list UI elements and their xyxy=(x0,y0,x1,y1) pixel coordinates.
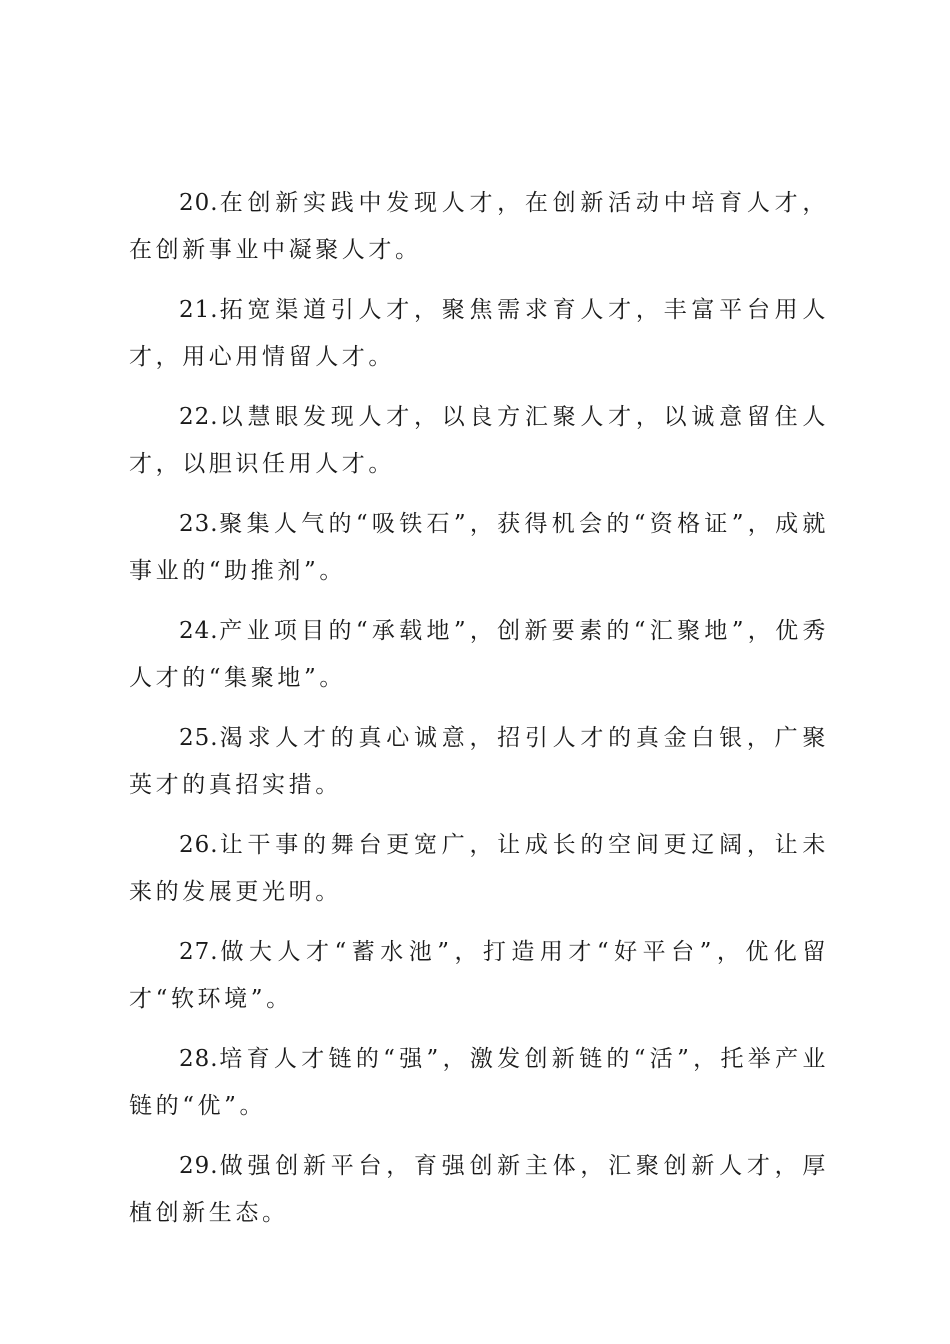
item-text: 以慧眼发现人才，以良方汇聚人才，以诚意留住人才，以胆识任用人才。 xyxy=(129,404,829,477)
list-item-25 xyxy=(129,715,829,809)
item-text: 做大人才“蓄水池”，打造用才“好平台”，优化留才“软环境”。 xyxy=(129,939,829,1012)
list-item-22 xyxy=(129,394,829,488)
item-number: 25. xyxy=(179,725,219,751)
item-number: 23. xyxy=(179,511,219,537)
item-number: 29. xyxy=(179,1153,219,1179)
document-body xyxy=(129,180,829,1250)
list-item-28 xyxy=(129,1036,829,1130)
list-item-29 xyxy=(129,1143,829,1237)
item-number: 26. xyxy=(179,832,219,858)
item-text: 产业项目的“承载地”，创新要素的“汇聚地”，优秀人才的“集聚地”。 xyxy=(129,618,829,691)
item-text: 做强创新平台，育强创新主体，汇聚创新人才，厚植创新生态。 xyxy=(129,1153,829,1226)
list-item-20 xyxy=(129,180,829,274)
item-text: 拓宽渠道引人才，聚焦需求育人才，丰富平台用人才，用心用情留人才。 xyxy=(129,297,829,370)
list-item-24 xyxy=(129,608,829,702)
list-item-21 xyxy=(129,287,829,381)
list-item-26 xyxy=(129,822,829,916)
item-text: 让干事的舞台更宽广，让成长的空间更辽阔，让未来的发展更光明。 xyxy=(129,832,829,905)
item-number: 22. xyxy=(179,404,219,430)
list-item-23 xyxy=(129,501,829,595)
item-number: 27. xyxy=(179,939,219,965)
item-text: 培育人才链的“强”，激发创新链的“活”，托举产业链的“优”。 xyxy=(129,1046,829,1119)
item-number: 24. xyxy=(179,618,219,644)
item-number: 20. xyxy=(179,190,219,216)
item-text: 在创新实践中发现人才，在创新活动中培育人才，在创新事业中凝聚人才。 xyxy=(129,190,829,263)
item-text: 渴求人才的真心诚意，招引人才的真金白银，广聚英才的真招实措。 xyxy=(129,725,829,798)
list-item-27 xyxy=(129,929,829,1023)
item-number: 21. xyxy=(179,297,219,323)
item-number: 28. xyxy=(179,1046,219,1072)
item-text: 聚集人气的“吸铁石”，获得机会的“资格证”，成就事业的“助推剂”。 xyxy=(129,511,829,584)
